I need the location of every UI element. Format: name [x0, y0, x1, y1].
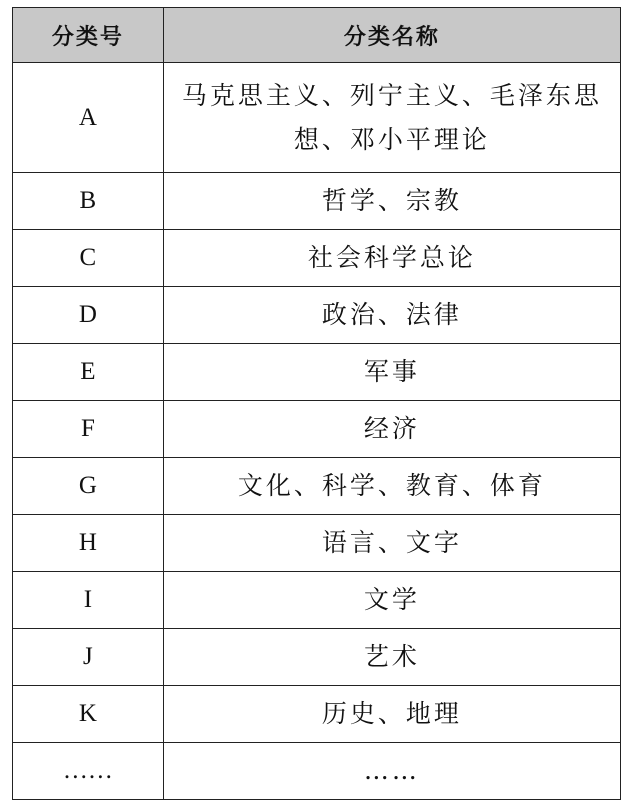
- table-row: [13, 515, 621, 572]
- class-name-cell: 艺术: [163, 629, 620, 686]
- class-code-cell: I: [13, 572, 164, 629]
- class-name-cell: 政治、法律: [163, 287, 620, 344]
- class-code-cell: ……: [13, 743, 164, 800]
- table-row: [13, 173, 621, 230]
- class-name-cell: 文化、科学、教育、体育: [163, 458, 620, 515]
- class-name-cell: 历史、地理: [163, 686, 620, 743]
- class-name-cell: 社会科学总论: [163, 230, 620, 287]
- class-code-cell: J: [13, 629, 164, 686]
- table-row: [13, 572, 621, 629]
- table-row: [13, 458, 621, 515]
- table-row: [13, 63, 621, 173]
- table-row: [13, 230, 621, 287]
- class-name-cell: 文学: [163, 572, 620, 629]
- column-header-code: 分类号: [13, 8, 164, 63]
- class-code-cell: F: [13, 401, 164, 458]
- class-code-cell: G: [13, 458, 164, 515]
- table-header-row: [13, 8, 621, 63]
- table-row: [13, 344, 621, 401]
- class-code-cell: K: [13, 686, 164, 743]
- table-row: [13, 629, 621, 686]
- class-name-cell: 经济: [163, 401, 620, 458]
- class-name-cell: 哲学、宗教: [163, 173, 620, 230]
- class-name-cell: 马克思主义、列宁主义、毛泽东思想、邓小平理论: [163, 63, 620, 173]
- table-row: [13, 686, 621, 743]
- class-code-cell: A: [13, 63, 164, 173]
- class-code-cell: H: [13, 515, 164, 572]
- class-code-cell: E: [13, 344, 164, 401]
- class-name-cell: 语言、文字: [163, 515, 620, 572]
- table-row: [13, 401, 621, 458]
- classification-table: [12, 7, 621, 800]
- column-header-name: 分类名称: [163, 8, 620, 63]
- class-name-cell: 军事: [163, 344, 620, 401]
- class-name-cell: ……: [163, 743, 620, 800]
- class-code-cell: C: [13, 230, 164, 287]
- table-row: [13, 287, 621, 344]
- class-code-cell: B: [13, 173, 164, 230]
- table-row: [13, 743, 621, 800]
- class-code-cell: D: [13, 287, 164, 344]
